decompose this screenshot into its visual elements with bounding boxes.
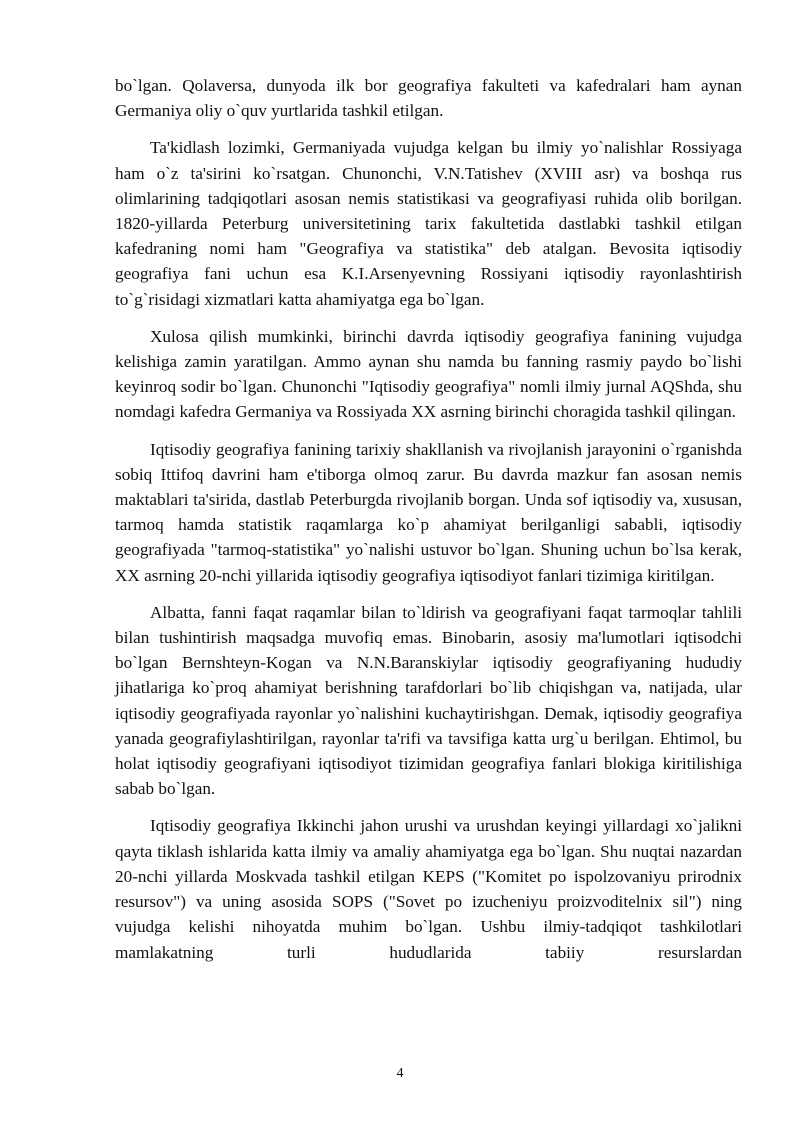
page-body	[115, 73, 742, 965]
paragraph-regional-direction: Albatta, fanni faqat raqamlar bilan to`ldirish va geografiyani faqat tarmoqlar tahlili bilan tushintirish maqsadga muvofiq emas. Binobarin, asosiy ma'lumotlari iqtisodchi bo`lgan Bernshteyn-Kogan va N.N.Baranskiylar iqtisodiy geografiyaning hududiy jihatlariga ko`proq ahamiyat berishning tarafdorlari bo`lib chiqishgan va, natijada, ular iqtisodiy geografiyada rayonlar yo`nalishini kuchaytirishgan. Demak, iqtisodiy geografiya yanada geografiylashtirilgan, rayonlar ta'rifi va tavsifiga katta urg`u berilgan. Ehtimol, bu holat iqtisodiy geografiyani iqtisodiyot tizimidan geografiya fanlari blokiga kiritilishiga sabab bo`lgan.	[115, 602, 742, 799]
paragraph-soviet-period: Iqtisodiy geografiya fanining tarixiy shakllanish va rivojlanish jarayonini o`rganishda sobiq Ittifoq davrini ham e'tiborga olmoq zarur. Bu davrda mazkur fan asosan nemis maktablari ta'sirida, dastlab Peterburgda rivojlanib borgan. Unda sof iqtisodiy va, xususan, tarmoq hamda statistik raqamlarga ko`p ahamiyat berilganligi sababli, iqtisodiy geografiyada "tarmoq-statistika" yo`nalishi ustuvor bo`lgan. Shuning uchun bo`lsa kerak, XX asrning 20-nchi yillarida iqtisodiy geografiya iqtisodiyot fanlari tizimiga kiritilgan.	[115, 439, 742, 585]
paragraph-continuation: bo`lgan. Qolaversa, dunyoda ilk bor geografiya fakulteti va kafedralari ham aynan Germaniya oliy o`quv yurtlarida tashkil etilgan.	[115, 76, 742, 121]
page-number: 4	[396, 1066, 404, 1081]
paragraph-conclusion-first-period: Xulosa qilish mumkinki, birinchi davrda iqtisodiy geografiya fanining vujudga kelishiga zamin yaratilgan. Ammo aynan shu namda bu fanning rasmiy paydo bo`lishi keyinroq sodir bo`lgan. Chunonchi "Iqtisodiy geografiya" nomli ilmiy jurnal AQShda, shu nomdagi kafedra Germaniya va Rossiyada XX asrning birinchi choragida tashkil qilingan.	[115, 326, 742, 422]
paragraph-postwar-role: Iqtisodiy geografiya Ikkinchi jahon urushi va urushdan keyingi yillardagi xo`jalikni qayta tiklash ishlarida katta ilmiy va amaliy ahamiyatga ega bo`lgan. Shu nuqtai nazardan 20-nchi yillarda Moskvada tashkil etilgan KEPS ("Komitet po ispolzovaniyu prirodnix resursov") va uning asosida SOPS ("Sovet po izucheniyu proizvoditelnix sil") ning vujudga kelishi nihoyatda muhim bo`lgan. Ushbu ilmiy-tadqiqot tashkilotlari mamlakatning turli hududlarida tabiiy resurslardan	[115, 816, 742, 962]
paragraph-germany-influence-russia: Ta'kidlash lozimki, Germaniyada vujudga kelgan bu ilmiy yo`nalishlar Rossiyaga ham o`z ta'sirini ko`rsatgan. Chunonchi, V.N.Tatishev (XVIII asr) va boshqa rus olimlarining tadqiqotlari asosan nemis statistikasi va geografiyasi ruhida olib borilgan. 1820-yillarda Peterburg universitetining tarix fakultetida dastlabki tashkil etilgan kafedraning nomi ham "Geografiya va statistika" deb atalgan. Bevosita iqtisodiy geografiya fani uchun esa K.I.Arsenyevning Rossiyani iqtisodiy rayonlashtirish to`g`risidagi xizmatlari katta ahamiyatga ega bo`lgan.	[115, 138, 742, 309]
